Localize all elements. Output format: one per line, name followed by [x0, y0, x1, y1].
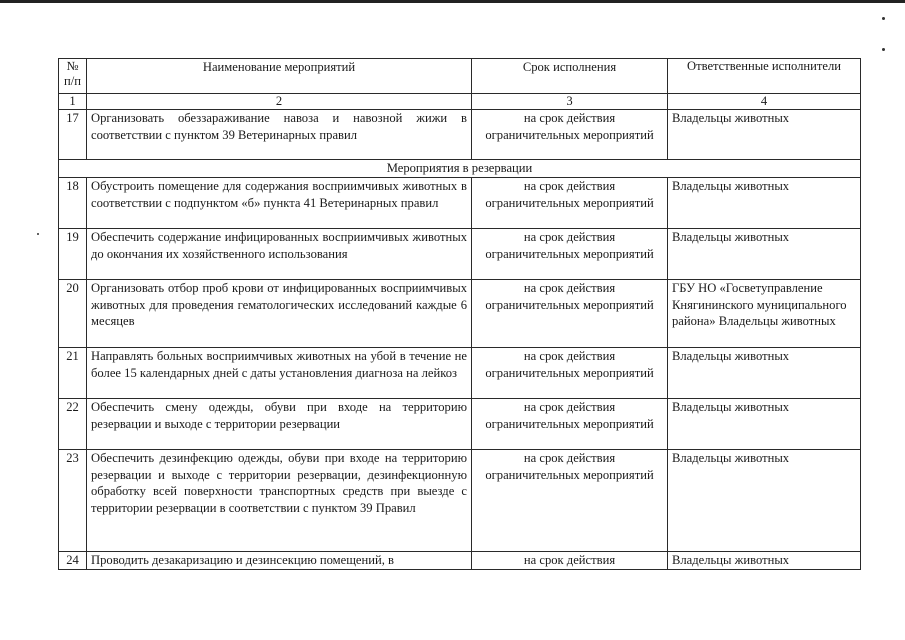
column-index: 4	[668, 94, 861, 110]
scan-speck	[37, 233, 39, 235]
column-index-row	[59, 94, 861, 110]
row-name: Обустроить помещение для содержания восприимчивых животных в соответствии с подпунктом «б» пункта 41 Ветеринарных правил	[87, 178, 472, 229]
section-title: Мероприятия в резервации	[59, 160, 861, 178]
row-resp: Владельцы животных	[668, 399, 861, 450]
table-row	[59, 178, 861, 229]
row-num: 21	[59, 348, 87, 399]
table-row	[59, 348, 861, 399]
row-num: 22	[59, 399, 87, 450]
row-num: 24	[59, 552, 87, 570]
measures-table	[58, 58, 861, 570]
row-num: 20	[59, 280, 87, 348]
table-header-row	[59, 59, 861, 94]
row-name: Обеспечить дезинфекцию одежды, обуви при входе на территорию резервации и выходе с территории резервации, дезинфекционную обработку всей поверхности транспортных средств при выезде с территории резервации в соответствии с пунктом 39 Правил	[87, 450, 472, 552]
row-term: на срок действия ограничительных мероприятий	[472, 229, 668, 280]
header-num: № п/п	[59, 59, 87, 94]
scan-top-edge	[0, 0, 905, 3]
header-name: Наименование мероприятий	[87, 59, 472, 94]
row-name: Организовать обеззараживание навоза и навозной жижи в соответствии с пунктом 39 Ветеринарных правил	[87, 110, 472, 160]
row-term: на срок действия ограничительных мероприятий	[472, 450, 668, 552]
row-resp: ГБУ НО «Госветуправление Княгининского муниципального района» Владельцы животных	[668, 280, 861, 348]
header-term: Срок исполнения	[472, 59, 668, 94]
row-term: на срок действия ограничительных мероприятий	[472, 280, 668, 348]
header-resp: Ответственные исполнители	[668, 59, 861, 94]
scan-speck	[882, 48, 885, 51]
row-term: на срок действия ограничительных мероприятий	[472, 110, 668, 160]
row-resp: Владельцы животных	[668, 348, 861, 399]
row-resp: Владельцы животных	[668, 450, 861, 552]
row-name: Организовать отбор проб крови от инфицированных восприимчивых животных для проведения гематологических исследований каждые 6 месяцев	[87, 280, 472, 348]
row-name: Направлять больных восприимчивых животных на убой в течение не более 15 календарных дней с даты установления диагноза на лейкоз	[87, 348, 472, 399]
column-index: 1	[59, 94, 87, 110]
scan-speck	[882, 17, 885, 20]
section-row	[59, 160, 861, 178]
row-resp: Владельцы животных	[668, 229, 861, 280]
row-resp: Владельцы животных	[668, 178, 861, 229]
row-term: на срок действия	[472, 552, 668, 570]
table-row	[59, 229, 861, 280]
row-name: Обеспечить смену одежды, обуви при входе на территорию резервации и выходе с территории резервации	[87, 399, 472, 450]
column-index: 3	[472, 94, 668, 110]
row-resp: Владельцы животных	[668, 110, 861, 160]
table-row	[59, 552, 861, 570]
row-num: 17	[59, 110, 87, 160]
row-term: на срок действия ограничительных мероприятий	[472, 348, 668, 399]
table-row	[59, 450, 861, 552]
row-num: 19	[59, 229, 87, 280]
table-row	[59, 280, 861, 348]
table-row	[59, 399, 861, 450]
column-index: 2	[87, 94, 472, 110]
row-term: на срок действия ограничительных мероприятий	[472, 178, 668, 229]
table-row	[59, 110, 861, 160]
row-num: 23	[59, 450, 87, 552]
row-name: Проводить дезакаризацию и дезинсекцию помещений, в	[87, 552, 472, 570]
row-resp: Владельцы животных	[668, 552, 861, 570]
row-name: Обеспечить содержание инфицированных восприимчивых животных до окончания их хозяйственного использования	[87, 229, 472, 280]
row-term: на срок действия ограничительных мероприятий	[472, 399, 668, 450]
row-num: 18	[59, 178, 87, 229]
